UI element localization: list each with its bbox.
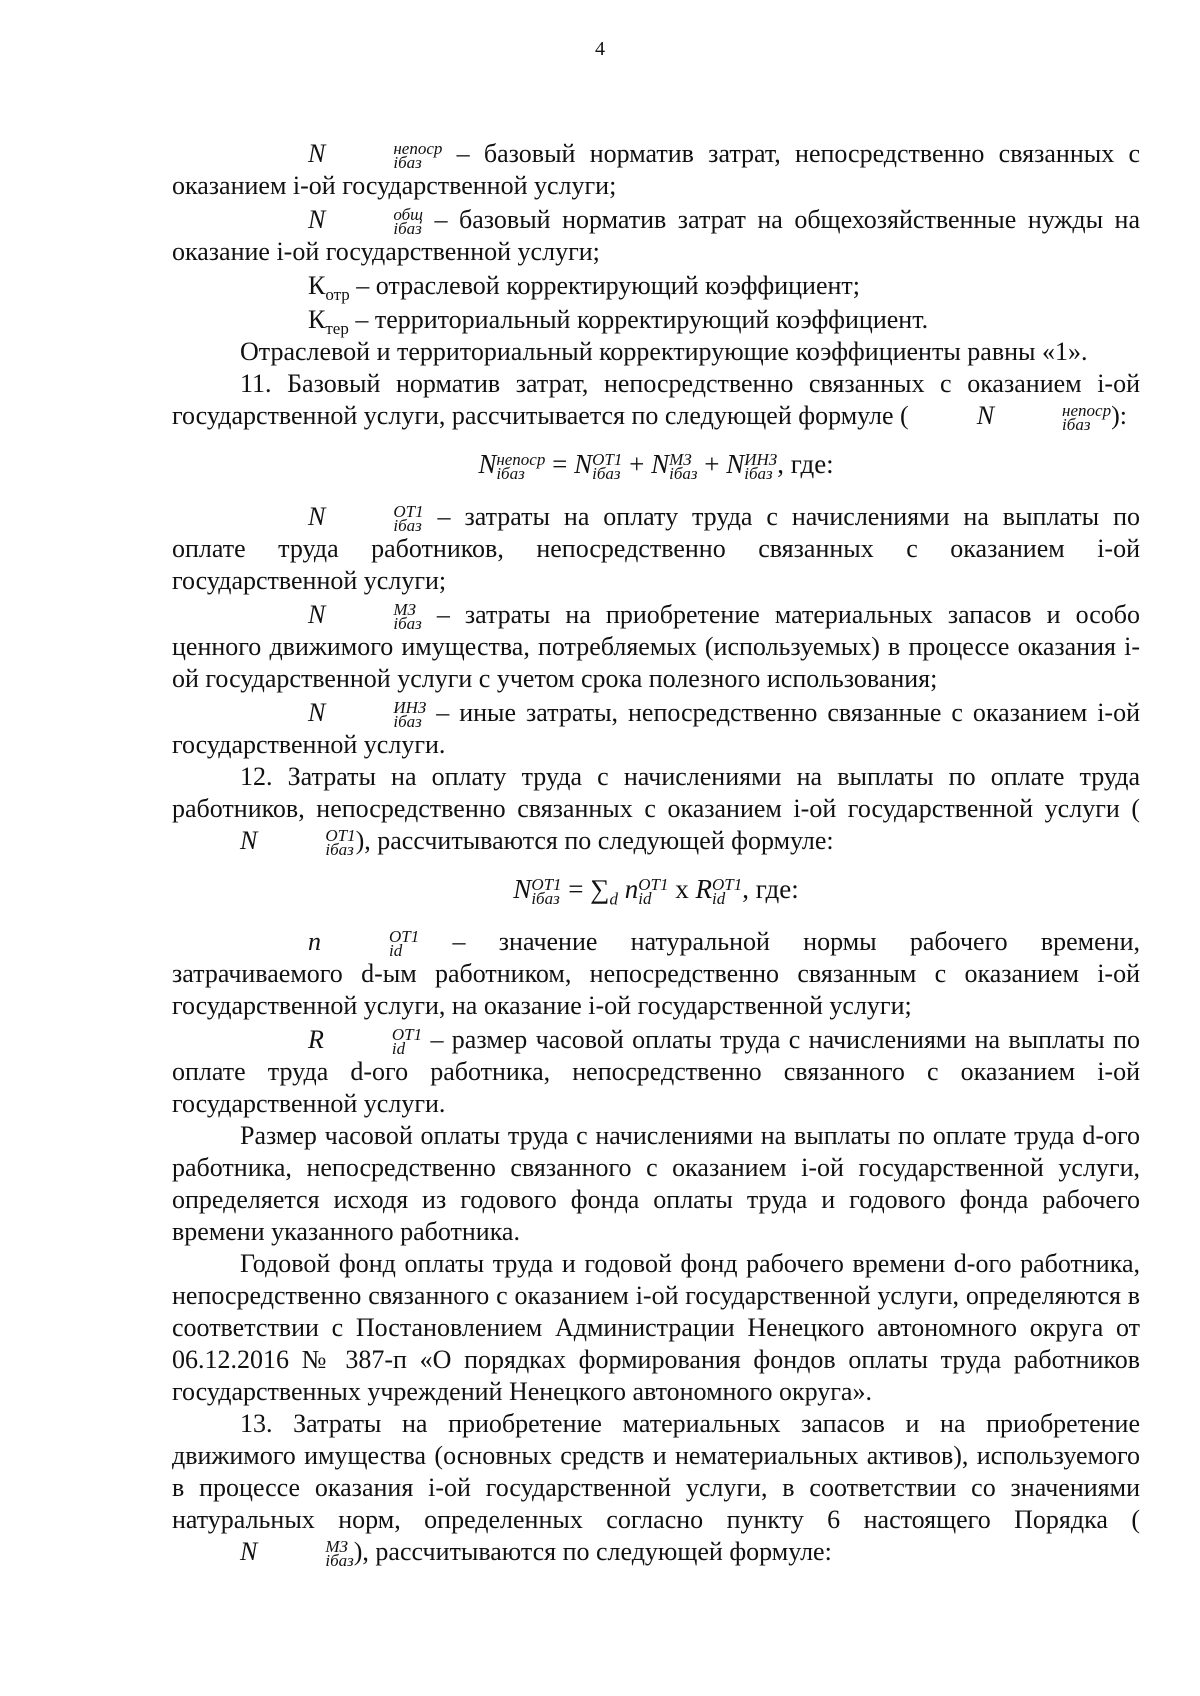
symbol-r-id: R ОТ1 id [308,1024,423,1058]
page-number: 4 [595,38,605,60]
symbol-n-mz-inline: N МЗ iбаз [240,1536,354,1570]
formula2-n-id: n ОТ1 id [624,874,669,908]
symbol-n-neposr-ibaz: N непоср iбаз [308,139,443,173]
formula1-n-neposr: N непоср iбаз [478,449,546,483]
definition-n-id: n ОТ1 id – значение натуральной нормы рабочего времени, затрачиваемого d-ым работником, непосредственно связанным с оказанием i-ой государственной услуги, на оказание i-ой государственной услуги; [172,926,1140,1020]
definition-r-id: R ОТ1 id – размер часовой оплаты труда с начислениями на выплаты по оплате труда d-ого работника, непосредственно связанного с оказанием i-ой государственной услуги. [172,1024,1141,1118]
definition-k-otr: $К_{отр}$ – отраслевой корректирующий коэффициент; [172,270,1140,302]
formula1-n-inz: N ИНЗ iбаз [726,449,778,483]
formula2-sum: $\sum_d$ [590,874,619,909]
definition-n-obsch: N общ iбаз – базовый норматив затрат на общехозяйственные нужды на оказание i-ой государственной услуги; [172,205,1141,267]
definition-n-neposr: N непоср iбаз – базовый норматив затрат, непосредственно связанных с оказанием i-ой государственной услуги; [172,139,1141,201]
symbol-n-inz-ibaz: N ИНЗ iбаз [308,697,427,731]
symbol-n-obsch-ibaz: N общ iбаз [308,205,424,239]
paragraph-annual-fund: Годовой фонд оплаты труда и годовой фонд рабочего времени d-ого работника, непосредственно связанного с оказанием i-ой государственной услуги, определяются в соответствии с Постановлением Администрации Ненецкого автономного округа от 06.12.2016 № 387-п «О порядках формирования фондов оплаты труда работников государственных учреждений Ненецкого автономного округа». [172,1248,1140,1406]
formula-n-ot1: N ОТ1 iбаз = $\sum_d$ n ОТ1 id х R ОТ1 id , где: [513,874,799,909]
paragraph-coefficients-equal: Отраслевой и территориальный корректирующие коэффициенты равны «1». [240,337,1088,367]
paragraph-hourly-rate: Размер часовой оплаты труда с начислениями на выплаты по оплате труда d-ого работника, непосредственно связанного с оказанием i-ой государственной услуги, определяется исходя из годового фонда оплаты труда и годового фонда рабочего времени указанного работника. [172,1120,1140,1246]
definition-n-inz: N ИНЗ iбаз – иные затраты, непосредственно связанные с оказанием i-ой государственной услуги. [172,697,1140,759]
symbol-n-neposr-inline: N непоср iбаз [976,401,1112,435]
paragraph-11: 11. Базовый норматив затрат, непосредственно связанных с оказанием i-ой государственной услуги, рассчитывается по следующей формуле ( N непоср iбаз ): [172,369,1140,435]
formula1-n-mz: N МЗ iбаз [651,449,698,483]
formula2-n-ot1: N ОТ1 iбаз [513,874,562,908]
symbol-n-mz-ibaz: N МЗ iбаз [308,599,422,633]
document-body [172,138,1140,1568]
symbol-n-id: n ОТ1 id [308,926,420,960]
symbol-n-ot1-ibaz: N ОТ1 iбаз [308,501,424,535]
formula2-r-id: R ОТ1 id [695,874,743,908]
formula-n-neposr: N непоср iбаз = N ОТ1 iбаз + N МЗ iбаз + N ИНЗ iбаз , где: [478,449,834,483]
definition-k-ter: $К_{тер}$ – территориальный корректирующий коэффициент. [172,304,1140,336]
paragraph-12: 12. Затраты на оплату труда с начислениями на выплаты по оплате труда работников, непосредственно связанных с оказанием i-ой государственной услуги (N ОТ1 iбаз ), рассчитываются по следующей формуле: [172,761,1140,860]
formula1-n-ot1: N ОТ1 iбаз [574,449,623,483]
symbol-k-otr: $К_{отр}$ [308,271,350,305]
definition-n-ot1: N ОТ1 iбаз – затраты на оплату труда с начислениями на выплаты по оплате труда работников, непосредственно связанных с оказанием i-ой государственной услуги; [172,501,1140,595]
symbol-n-ot1-inline: N ОТ1 iбаз [240,825,356,860]
paragraph-13: 13. Затраты на приобретение материальных запасов и на приобретение движимого имущества (основных средств и нематериальных активов), используемого в процессе оказания i-ой государственной услуги, в соответствии со значениями натуральных норм, определенных согласно пункту 6 настоящего Порядка (N МЗ iбаз ), рассчитываются по следующей формуле: [172,1408,1140,1570]
symbol-k-ter: $К_{тер}$ [308,305,349,339]
definition-n-mz: N МЗ iбаз – затраты на приобретение материальных запасов и особо ценного движимого имущества, потребляемых (используемых) в процессе оказания i-ой государственной услуги с учетом срока полезного использования; [172,599,1141,693]
